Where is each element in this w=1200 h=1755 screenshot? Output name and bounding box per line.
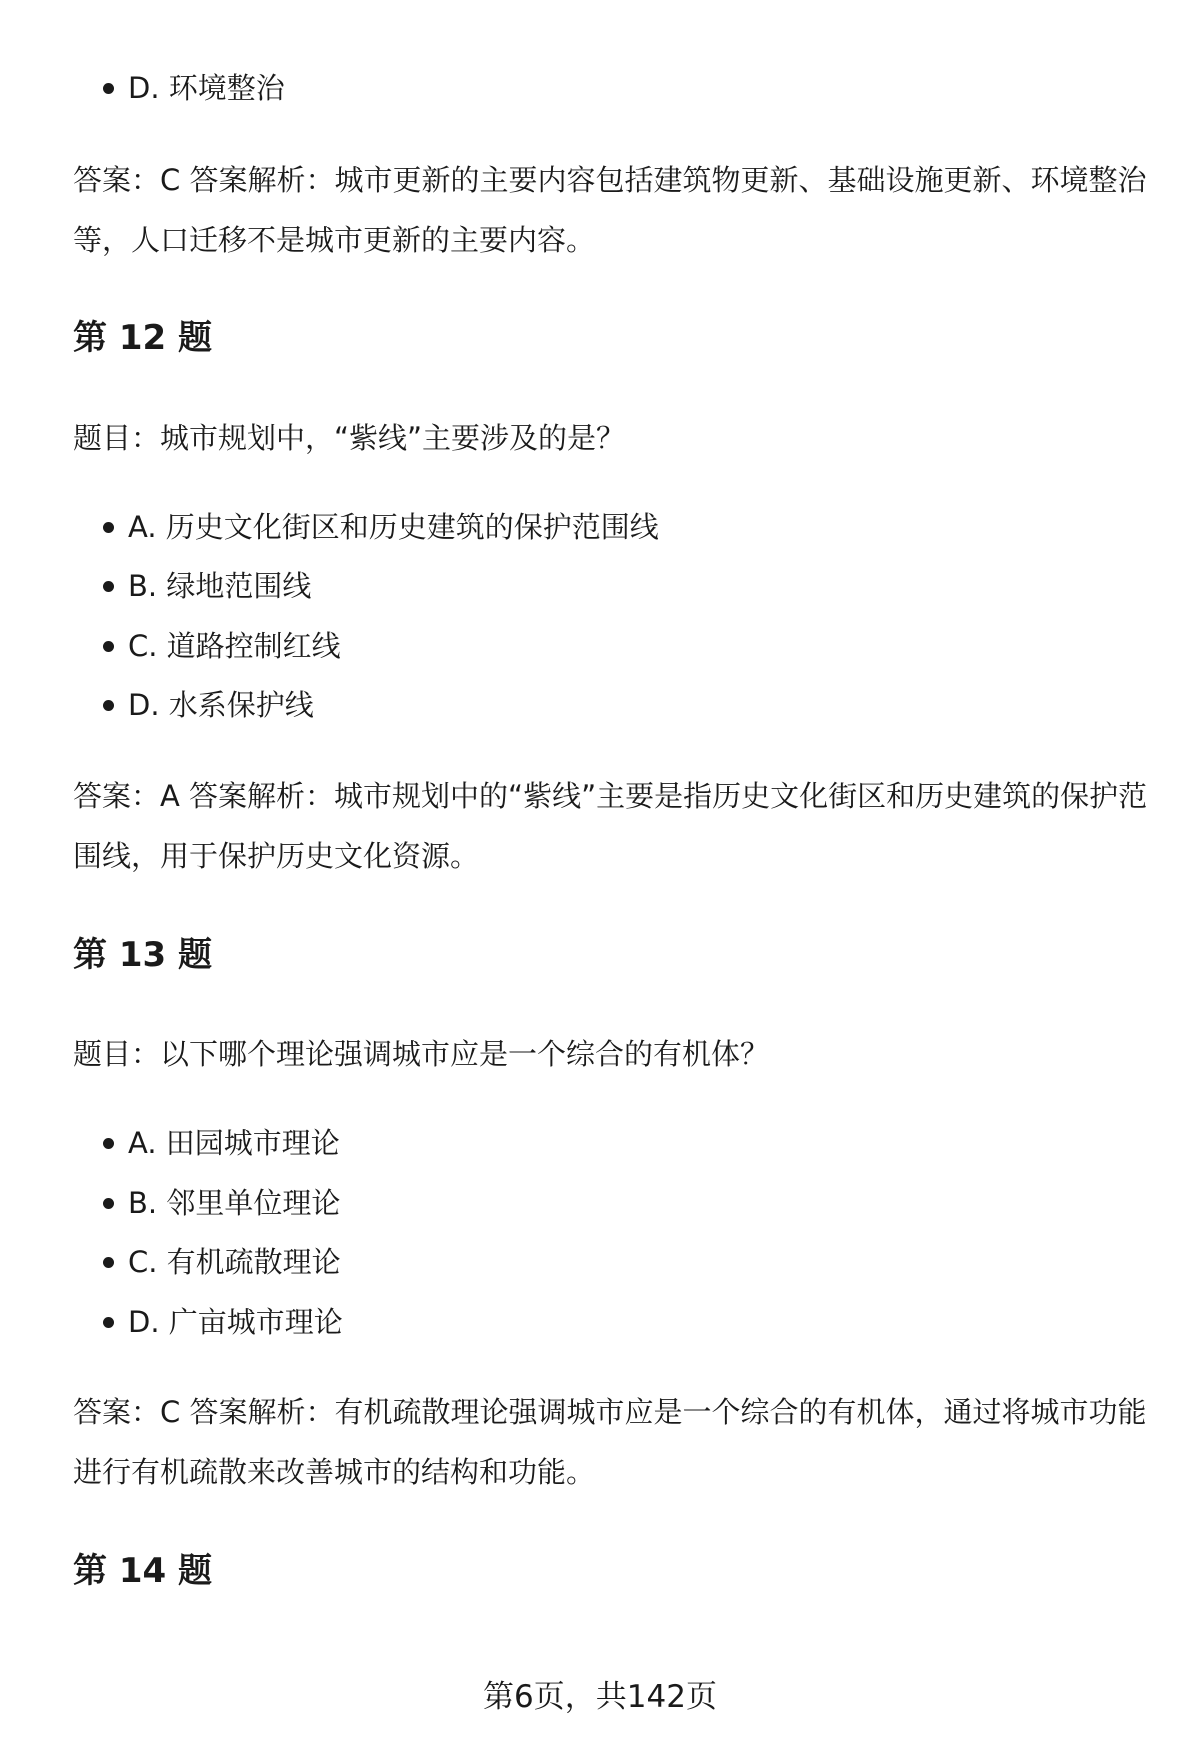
q13-answer: 答案：C 答案解析：有机疏散理论强调城市应是一个综合的有机体，通过将城市功能进行有机疏散来改善城市的结构和功能。 bbox=[73, 1395, 1147, 1489]
q13-option-c: C. 有机疏散理论 bbox=[128, 1242, 341, 1282]
q13-option-d: D. 广亩城市理论 bbox=[128, 1302, 343, 1342]
q14-heading: 第 14 题 bbox=[73, 1551, 212, 1591]
q13-heading: 第 13 题 bbox=[73, 935, 212, 975]
q11-option-d: D. 环境整治 bbox=[128, 68, 285, 108]
q12-option-c: C. 道路控制红线 bbox=[128, 626, 341, 666]
q13-option-b: B. 邻里单位理论 bbox=[128, 1183, 340, 1223]
q12-option-a: A. 历史文化街区和历史建筑的保护范围线 bbox=[128, 507, 659, 547]
q12-option-d: D. 水系保护线 bbox=[128, 685, 314, 725]
q12-heading: 第 12 题 bbox=[73, 318, 212, 358]
q12-option-b: B. 绿地范围线 bbox=[128, 566, 311, 606]
q11-answer: 答案：C 答案解析：城市更新的主要内容包括建筑物更新、基础设施更新、环境整治等，人口迁移不是城市更新的主要内容。 bbox=[73, 163, 1147, 257]
q12-answer: 答案：A 答案解析：城市规划中的“紫线”主要是指历史文化街区和历史建筑的保护范围线，用于保护历史文化资源。 bbox=[73, 779, 1148, 873]
q13-option-a: A. 田园城市理论 bbox=[128, 1123, 340, 1163]
q12-question: 题目：城市规划中，“紫线”主要涉及的是？ bbox=[73, 421, 626, 455]
q13-question: 题目：以下哪个理论强调城市应是一个综合的有机体？ bbox=[73, 1037, 770, 1071]
page-footer: 第6页，共142页 bbox=[483, 1679, 717, 1715]
